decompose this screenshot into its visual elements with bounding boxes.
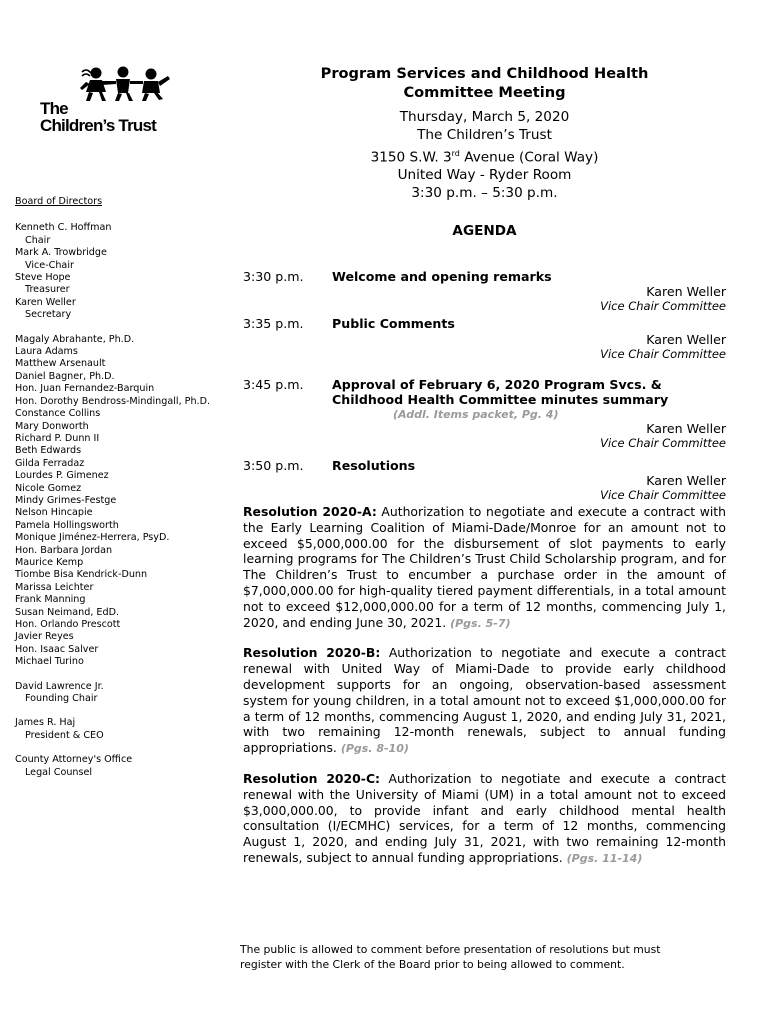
officer-name: Karen Weller xyxy=(15,296,76,308)
agenda-time: 3:30 p.m. xyxy=(243,268,304,284)
board-sidebar xyxy=(15,196,235,779)
member-name: Maurice Kemp xyxy=(15,556,84,568)
officer-name: Steve Hope xyxy=(15,272,71,284)
meeting-date: Thursday, March 5, 2020 xyxy=(399,109,570,125)
officer-role: Treasurer xyxy=(25,284,70,296)
logo xyxy=(40,66,180,142)
presenter-name: Karen Weller xyxy=(646,331,726,347)
agenda-presenter xyxy=(243,332,726,362)
member-name: Nelson Hincapie xyxy=(15,507,93,519)
resolution-c xyxy=(243,771,726,867)
resolution-text: Authorization to negotiate and execute a contract renewal with the University of Miami (UM) in a total amount not to exceed $3,000,000.00, to provide infant and early childhood mental health consultation (I/ECMHC) services, for a term of 12 months, commencing August 1, 2020, and ending July 31, 2021, with two remaining 12-month renewals, subject to annual funding appropriations. xyxy=(243,770,726,865)
member-name: Hon. Orlando Prescott xyxy=(15,619,121,630)
public-comment-note xyxy=(240,943,710,972)
resolution-label: Resolution 2020-B: xyxy=(243,645,381,661)
agenda-time: 3:45 p.m. xyxy=(243,376,304,392)
board-heading: Board of Directors xyxy=(15,196,103,207)
resolution-text: Authorization to negotiate and execute a contract with the Early Learning Coalition of Miami-Dade/Monroe for an amount not to exceed $5,000,000.00 for the disbursement of slot payments to early learning programs for The Children’s Trust Child Scholarship program, and for The Children’s Trust to encumber a purchase order in the amount of $7,000,000.00 for high-quality tiered payment differentials, in a total amount not to exceed $12,000,000.00 for a term of 12 months, commencing July 1, 2020, and ending June 30, 2021. xyxy=(243,504,726,630)
member-name: Marissa Leichter xyxy=(15,581,94,593)
meeting-details xyxy=(243,109,726,203)
ceo-role: President & CEO xyxy=(25,729,104,741)
agenda-item xyxy=(243,377,726,421)
resolution-pages: (Pgs. 5-7) xyxy=(450,616,511,630)
counsel-role: Legal Counsel xyxy=(25,766,93,778)
title-line1: Program Services and Childhood Health xyxy=(320,65,649,82)
meeting-org: The Children’s Trust xyxy=(417,126,552,143)
resolution-b xyxy=(243,645,726,757)
founding-chair-role: Founding Chair xyxy=(25,693,98,705)
logo-line2: Children’s Trust xyxy=(40,116,156,135)
meeting-time: 3:30 p.m. – 5:30 p.m. xyxy=(411,184,558,201)
page-title xyxy=(243,64,726,102)
officer-name: Kenneth C. Hoffman xyxy=(15,222,112,234)
member-name: Lourdes P. Gimenez xyxy=(15,470,109,482)
agenda-item xyxy=(243,269,726,285)
presenter-name: Karen Weller xyxy=(646,284,726,300)
presenter-role: Vice Chair Committee xyxy=(600,299,726,314)
presenter-role: Vice Chair Committee xyxy=(600,346,726,361)
resolution-label: Resolution 2020-C: xyxy=(243,770,380,786)
logo-line1: The xyxy=(40,99,68,118)
resolution-a xyxy=(243,504,726,631)
member-list xyxy=(15,334,235,669)
member-name: Javier Reyes xyxy=(15,631,74,643)
member-name: Constance Collins xyxy=(15,408,101,420)
footer-line2: register with the Clerk of the Board prior to being allowed to comment. xyxy=(240,957,625,971)
agenda-heading: AGENDA xyxy=(452,222,517,239)
logo-wordmark xyxy=(40,100,156,134)
meeting-address: 3150 S.W. 3rd Avenue (Coral Way) xyxy=(370,148,599,166)
member-name: Pamela Hollingsworth xyxy=(15,519,119,531)
agenda-presenter xyxy=(243,421,726,451)
member-name: Susan Neimand, EdD. xyxy=(15,606,120,618)
resolution-pages: (Pgs. 11-14) xyxy=(566,851,643,865)
presenter-role: Vice Chair Committee xyxy=(600,435,726,450)
member-name: Tiombe Bisa Kendrick-Dunn xyxy=(15,569,148,581)
member-name: Gilda Ferradaz xyxy=(15,457,85,469)
agenda-time: 3:35 p.m. xyxy=(243,316,304,332)
founding-chair-name: David Lawrence Jr. xyxy=(15,680,104,692)
officer-list xyxy=(15,222,235,321)
officer-role: Secretary xyxy=(25,309,72,321)
member-name: Frank Manning xyxy=(15,594,86,606)
member-name: Hon. Barbara Jordan xyxy=(15,544,113,556)
officer-role: Vice-Chair xyxy=(25,259,74,271)
member-name: Hon. Juan Fernandez-Barquin xyxy=(15,383,155,395)
member-name: Hon. Isaac Salver xyxy=(15,643,99,655)
member-name: Mary Donworth xyxy=(15,420,89,432)
member-name: Matthew Arsenault xyxy=(15,358,106,370)
meeting-room: United Way - Ryder Room xyxy=(397,166,572,183)
agenda-title: Resolutions xyxy=(332,457,416,473)
resolution-label: Resolution 2020-A: xyxy=(243,504,377,520)
member-name: Mindy Grimes-Festge xyxy=(15,494,117,506)
member-name: Magaly Abrahante, Ph.D. xyxy=(15,333,135,345)
member-name: Michael Turino xyxy=(15,656,84,668)
main-content xyxy=(243,64,726,867)
agenda-item xyxy=(243,316,726,332)
agenda-page-ref: (Addl. Items packet, Pg. 4) xyxy=(393,407,559,421)
footer-line1: The public is allowed to comment before presentation of resolutions but must xyxy=(240,943,661,956)
presenter-name: Karen Weller xyxy=(646,420,726,436)
member-name: Daniel Bagner, Ph.D. xyxy=(15,370,115,382)
counsel-name: County Attorney's Office xyxy=(15,754,133,766)
agenda-title: Public Comments xyxy=(332,316,455,332)
officer-name: Mark A. Trowbridge xyxy=(15,247,107,259)
member-name: Beth Edwards xyxy=(15,445,82,457)
agenda-title: Welcome and opening remarks xyxy=(332,268,552,284)
presenter-name: Karen Weller xyxy=(646,473,726,489)
member-name: Hon. Dorothy Bendross-Mindingall, Ph.D. xyxy=(15,395,211,407)
resolution-text: Authorization to negotiate and execute a contract renewal with United Way of Miami-Dade to provide early childhood development supports for an ongoing, observation-based assessment system for young children, in a total amount not to exceed $1,000,000.00 for a term of 12 months, commencing August 1, 2020, and ending July 31, 2021, with two remaining 12-month renewals, subject to annual funding appropriations. xyxy=(243,645,726,756)
member-name: Laura Adams xyxy=(15,346,78,358)
resolution-pages: (Pgs. 8-10) xyxy=(340,742,409,756)
agenda-title: Approval of February 6, 2020 Program Svcs. & Childhood Health Committee minutes summary xyxy=(332,376,669,408)
agenda-time: 3:50 p.m. xyxy=(243,457,304,473)
member-name: Richard P. Dunn II xyxy=(15,432,100,444)
officer-role: Chair xyxy=(25,234,51,246)
title-line2: Committee Meeting xyxy=(403,84,566,101)
ceo-name: James R. Haj xyxy=(15,717,76,729)
children-figures-icon xyxy=(80,66,172,102)
member-name: Monique Jiménez-Herrera, PsyD. xyxy=(15,532,170,544)
member-name: Nicole Gomez xyxy=(15,482,82,494)
agenda-presenter xyxy=(243,473,726,503)
agenda-presenter xyxy=(243,284,726,314)
presenter-role: Vice Chair Committee xyxy=(600,488,726,503)
agenda-item xyxy=(243,458,726,474)
